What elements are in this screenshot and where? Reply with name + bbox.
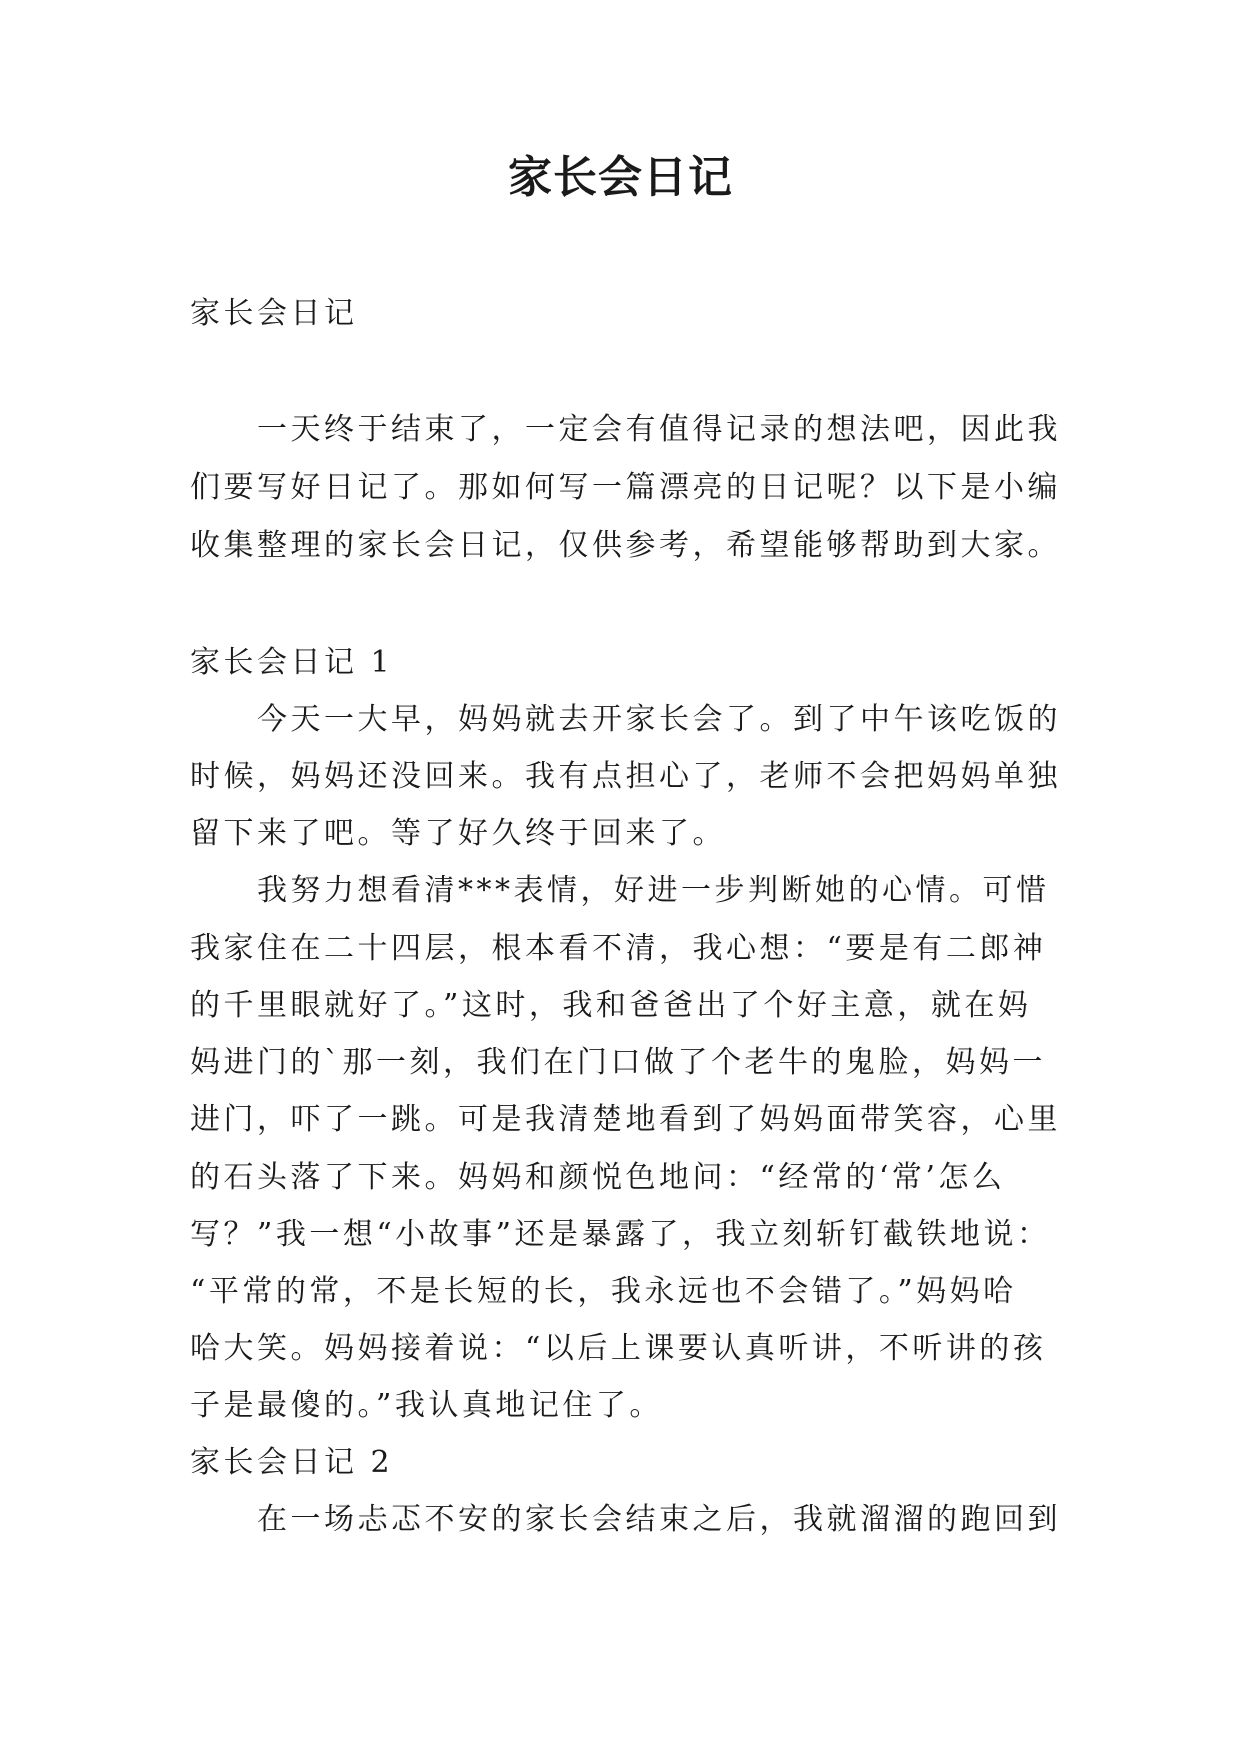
paragraph-line: “平常的常，不是长短的长，我永远也不会错了。”妈妈哈 [190, 1274, 1017, 1309]
paragraph-line: 留下来了吧。等了好久终于回来了。 [190, 816, 726, 851]
paragraph-line: 子是最傻的。”我认真地记住了。 [190, 1388, 663, 1423]
paragraph-line: 的千里眼就好了。”这时，我和爸爸出了个好主意，就在妈 [190, 988, 1032, 1023]
paragraph-line: 我家住在二十四层，根本看不清，我心想：“要是有二郎神 [190, 931, 1047, 966]
intro-line: 收集整理的家长会日记，仅供参考，希望能够帮助到大家。 [190, 528, 1061, 563]
paragraph-line: 在一场忐忑不安的家长会结束之后，我就溜溜的跑回到 [257, 1502, 1061, 1537]
intro-line: 们要写好日记了。那如何写一篇漂亮的日记呢？以下是小编 [190, 470, 1061, 505]
paragraph-line: 哈大笑。妈妈接着说：“以后上课要认真听讲，不听讲的孩 [190, 1331, 1047, 1366]
entry-1-heading: 家长会日记 1 [190, 645, 394, 680]
paragraph-line: 的石头落了下来。妈妈和颜悦色地问：“经常的‘常’怎么 [190, 1160, 1006, 1195]
paragraph-line: 今天一大早，妈妈就去开家长会了。到了中午该吃饭的 [257, 702, 1061, 737]
paragraph-line: 妈进门的`那一刻，我们在门口做了个老牛的鬼脸，妈妈一 [190, 1045, 1046, 1080]
paragraph-line: 时候，妈妈还没回来。我有点担心了，老师不会把妈妈单独 [190, 759, 1061, 794]
paragraph-line: 写？”我一想“小故事”还是暴露了，我立刻斩钉截铁地说： [190, 1217, 1051, 1252]
entry-2-heading: 家长会日记 2 [190, 1445, 394, 1480]
paragraph-line: 进门，吓了一跳。可是我清楚地看到了妈妈面带笑容，心里 [190, 1102, 1061, 1137]
document-title: 家长会日记 [508, 152, 733, 203]
subtitle-line: 家长会日记 [190, 296, 358, 331]
intro-line: 一天终于结束了，一定会有值得记录的想法吧，因此我 [257, 412, 1061, 447]
paragraph-line: 我努力想看清***表情，好进一步判断她的心情。可惜 [257, 873, 1050, 908]
